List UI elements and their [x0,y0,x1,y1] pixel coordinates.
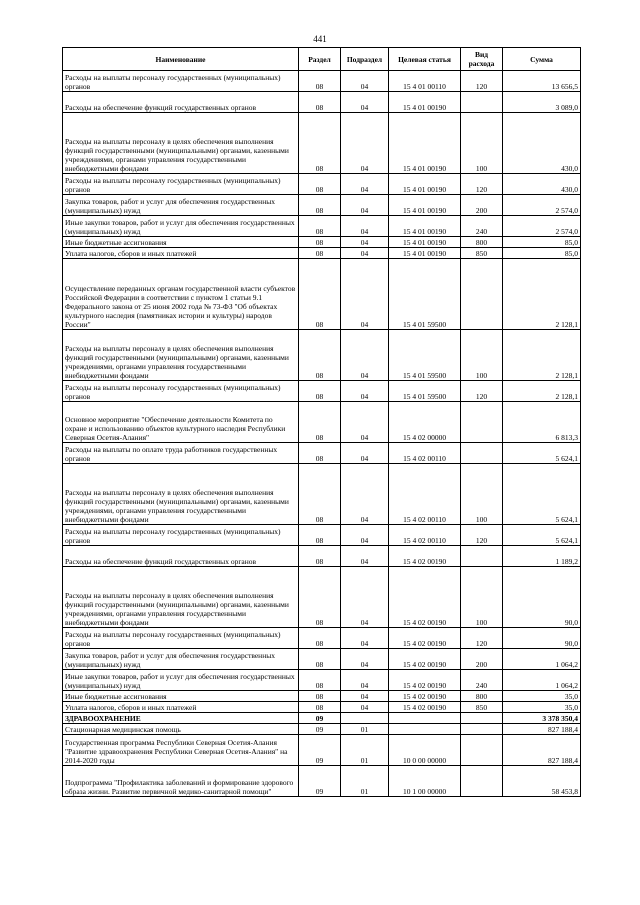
page-number: 441 [313,34,327,44]
table-body [63,71,581,797]
row-name: Закупка товаров, работ и услуг для обеспечения государственных (муниципальных) нужд [63,195,299,216]
row-section: 08 [299,670,341,691]
row-section: 08 [299,237,341,248]
row-subsection: 04 [341,237,389,248]
table-row [63,174,581,195]
row-sum: 430,0 [503,174,581,195]
row-sum: 6 813,3 [503,402,581,443]
table-row [63,766,581,797]
header-section: Раздел [299,48,341,71]
row-name: Закупка товаров, работ и услуг для обеспечения государственных (муниципальных) нужд [63,649,299,670]
row-name: Государственная программа Республики Северная Осетия-Алания "Развитие здравоохранения Республики Северная Осетия-Алания" на 2014-2020 годы [63,735,299,766]
row-expense-type [461,713,503,724]
row-sum: 2 574,0 [503,216,581,237]
row-section: 08 [299,691,341,702]
row-expense-type [461,724,503,735]
row-name: Расходы на выплаты персоналу государственных (муниципальных) органов [63,628,299,649]
row-subsection: 04 [341,330,389,381]
row-expense-type: 200 [461,195,503,216]
row-expense-type [461,259,503,330]
row-target: 15 4 01 00190 [389,237,461,248]
row-subsection: 04 [341,381,389,402]
row-name: Расходы на выплаты персоналу в целях обеспечения выполнения функций государственными (муниципальными) органами, казенными учреждениями, органами управления государственными внебюджетными фондами [63,567,299,628]
row-expense-type: 800 [461,237,503,248]
row-sum: 90,0 [503,567,581,628]
row-subsection: 04 [341,691,389,702]
row-name: Стационарная медицинская помощь [63,724,299,735]
row-section: 08 [299,567,341,628]
row-subsection: 04 [341,702,389,713]
row-sum: 58 453,8 [503,766,581,797]
header-subsection: Подраздел [341,48,389,71]
row-target: 15 4 02 00110 [389,464,461,525]
row-expense-type [461,443,503,464]
table-row [63,464,581,525]
row-target: 15 4 02 00110 [389,525,461,546]
row-subsection: 04 [341,443,389,464]
row-target [389,724,461,735]
row-target: 15 4 01 00190 [389,248,461,259]
row-expense-type [461,766,503,797]
row-name: Расходы на обеспечение функций государственных органов [63,92,299,113]
row-expense-type: 850 [461,248,503,259]
table-row [63,402,581,443]
table-row [63,670,581,691]
row-subsection: 04 [341,649,389,670]
row-section: 09 [299,735,341,766]
row-subsection [341,713,389,724]
table-row [63,735,581,766]
row-target: 10 0 00 00000 [389,735,461,766]
row-subsection: 04 [341,259,389,330]
row-sum: 1 189,2 [503,546,581,567]
row-subsection: 04 [341,670,389,691]
row-section: 08 [299,402,341,443]
row-sum: 430,0 [503,113,581,174]
table-row [63,546,581,567]
row-section: 08 [299,443,341,464]
table-row [63,525,581,546]
table-row [63,443,581,464]
row-sum: 2 128,1 [503,259,581,330]
row-section: 08 [299,628,341,649]
row-expense-type: 800 [461,691,503,702]
row-subsection: 04 [341,216,389,237]
row-expense-type: 120 [461,174,503,195]
row-section: 09 [299,766,341,797]
row-target: 15 4 01 59500 [389,330,461,381]
table-row [63,216,581,237]
table-row [63,330,581,381]
row-name: Расходы на выплаты персоналу в целях обеспечения выполнения функций государственными (муниципальными) органами, казенными учреждениями, органами управления государственными внебюджетными фондами [63,113,299,174]
row-expense-type [461,546,503,567]
row-name: Подпрограмма "Профилактика заболеваний и формирование здорового образа жизни. Развитие первичной медико-санитарной помощи" [63,766,299,797]
row-target: 15 4 02 00110 [389,443,461,464]
row-expense-type [461,92,503,113]
row-section: 09 [299,724,341,735]
table-row [63,628,581,649]
row-subsection: 04 [341,248,389,259]
row-sum: 5 624,1 [503,464,581,525]
row-sum: 85,0 [503,248,581,259]
row-expense-type: 100 [461,113,503,174]
row-sum: 1 064,2 [503,649,581,670]
row-subsection: 04 [341,402,389,443]
table-row [63,381,581,402]
row-expense-type [461,402,503,443]
row-expense-type: 200 [461,649,503,670]
row-name: ЗДРАВООХРАНЕНИЕ [63,713,299,724]
row-target: 15 4 02 00190 [389,670,461,691]
table-row [63,248,581,259]
row-subsection: 04 [341,628,389,649]
row-expense-type: 120 [461,71,503,92]
row-sum: 35,0 [503,691,581,702]
table-row [63,713,581,724]
row-sum: 827 188,4 [503,724,581,735]
row-expense-type: 120 [461,381,503,402]
row-sum: 5 624,1 [503,443,581,464]
row-expense-type: 120 [461,628,503,649]
row-subsection: 01 [341,766,389,797]
row-expense-type: 240 [461,216,503,237]
row-section: 08 [299,248,341,259]
row-name: Расходы на выплаты персоналу государственных (муниципальных) органов [63,71,299,92]
row-expense-type: 240 [461,670,503,691]
row-section: 08 [299,381,341,402]
row-section: 08 [299,174,341,195]
row-section: 08 [299,649,341,670]
row-name: Расходы на выплаты персоналу в целях обеспечения выполнения функций государственными (муниципальными) органами, казенными учреждениями, органами управления государственными внебюджетными фондами [63,464,299,525]
row-name: Расходы на выплаты персоналу в целях обеспечения выполнения функций государственными (муниципальными) органами, казенными учреждениями, органами управления государственными внебюджетными фондами [63,330,299,381]
row-name: Осуществление переданных органам государственной власти субъектов Российской Федерации в соответствии с пунктом 1 статьи 9.1 Федерального закона от 25 июня 2002 года № 73-ФЗ "Об объектах культурного наследия (памятниках истории и культуры) народов России" [63,259,299,330]
row-subsection: 04 [341,525,389,546]
row-target: 10 1 00 00000 [389,766,461,797]
row-name: Основное мероприятие "Обеспечение деятельности Комитета по охране и использованию объектов культурного наследия Республики Северная Осетия-Алания" [63,402,299,443]
table-row [63,113,581,174]
table-row [63,92,581,113]
row-target: 15 4 02 00190 [389,691,461,702]
row-expense-type: 120 [461,525,503,546]
row-target: 15 4 02 00190 [389,546,461,567]
row-expense-type: 100 [461,567,503,628]
table-row [63,567,581,628]
row-section: 08 [299,330,341,381]
row-name: Иные бюджетные ассигнования [63,237,299,248]
table-row [63,691,581,702]
row-target: 15 4 01 00190 [389,92,461,113]
row-sum: 90,0 [503,628,581,649]
table-row [63,702,581,713]
row-section: 08 [299,702,341,713]
row-section: 08 [299,92,341,113]
row-expense-type: 850 [461,702,503,713]
row-target: 15 4 02 00190 [389,702,461,713]
row-name: Уплата налогов, сборов и иных платежей [63,702,299,713]
row-sum: 13 656,5 [503,71,581,92]
row-sum: 2 128,1 [503,330,581,381]
row-target: 15 4 01 00190 [389,113,461,174]
row-name: Расходы на выплаты по оплате труда работников государственных органов [63,443,299,464]
row-target: 15 4 01 00190 [389,216,461,237]
row-subsection: 04 [341,113,389,174]
row-sum: 827 188,4 [503,735,581,766]
header-target: Целевая статья [389,48,461,71]
row-section: 08 [299,113,341,174]
row-target: 15 4 01 59500 [389,259,461,330]
row-expense-type: 100 [461,330,503,381]
row-subsection: 04 [341,195,389,216]
row-target: 15 4 01 00110 [389,71,461,92]
row-section: 08 [299,546,341,567]
row-target: 15 4 02 00000 [389,402,461,443]
row-subsection: 04 [341,174,389,195]
row-sum: 1 064,2 [503,670,581,691]
row-name: Иные закупки товаров, работ и услуг для обеспечения государственных (муниципальных) нужд [63,216,299,237]
row-sum: 2 128,1 [503,381,581,402]
row-name: Уплата налогов, сборов и иных платежей [63,248,299,259]
row-section: 08 [299,216,341,237]
row-subsection: 04 [341,546,389,567]
header-name: Наименование [63,48,299,71]
row-target: 15 4 02 00190 [389,649,461,670]
row-sum: 3 089,0 [503,92,581,113]
row-section: 08 [299,71,341,92]
row-name: Иные бюджетные ассигнования [63,691,299,702]
row-subsection: 04 [341,567,389,628]
row-subsection: 04 [341,71,389,92]
row-section: 08 [299,195,341,216]
table-row [63,649,581,670]
header-expense-type: Вид расхода [461,48,503,71]
row-expense-type: 100 [461,464,503,525]
table-row [63,71,581,92]
table-row [63,259,581,330]
row-name: Расходы на выплаты персоналу государственных (муниципальных) органов [63,381,299,402]
row-subsection: 01 [341,724,389,735]
row-name: Расходы на выплаты персоналу государственных (муниципальных) органов [63,525,299,546]
table-row [63,195,581,216]
header-sum: Сумма [503,48,581,71]
row-section: 08 [299,464,341,525]
budget-table [62,47,581,797]
row-target: 15 4 01 00190 [389,174,461,195]
row-sum: 3 378 350,4 [503,713,581,724]
row-target: 15 4 02 00190 [389,628,461,649]
row-target: 15 4 01 00190 [389,195,461,216]
table-row [63,724,581,735]
row-subsection: 04 [341,464,389,525]
row-section: 08 [299,525,341,546]
row-name: Иные закупки товаров, работ и услуг для обеспечения государственных (муниципальных) нужд [63,670,299,691]
row-expense-type [461,735,503,766]
table-row [63,237,581,248]
row-subsection: 04 [341,92,389,113]
row-subsection: 01 [341,735,389,766]
row-section: 09 [299,713,341,724]
row-target [389,713,461,724]
row-target: 15 4 01 59500 [389,381,461,402]
row-sum: 2 574,0 [503,195,581,216]
row-section: 08 [299,259,341,330]
row-name: Расходы на выплаты персоналу государственных (муниципальных) органов [63,174,299,195]
table-header-row [63,48,581,71]
row-target: 15 4 02 00190 [389,567,461,628]
row-sum: 5 624,1 [503,525,581,546]
row-sum: 85,0 [503,237,581,248]
row-sum: 35,0 [503,702,581,713]
row-name: Расходы на обеспечение функций государственных органов [63,546,299,567]
